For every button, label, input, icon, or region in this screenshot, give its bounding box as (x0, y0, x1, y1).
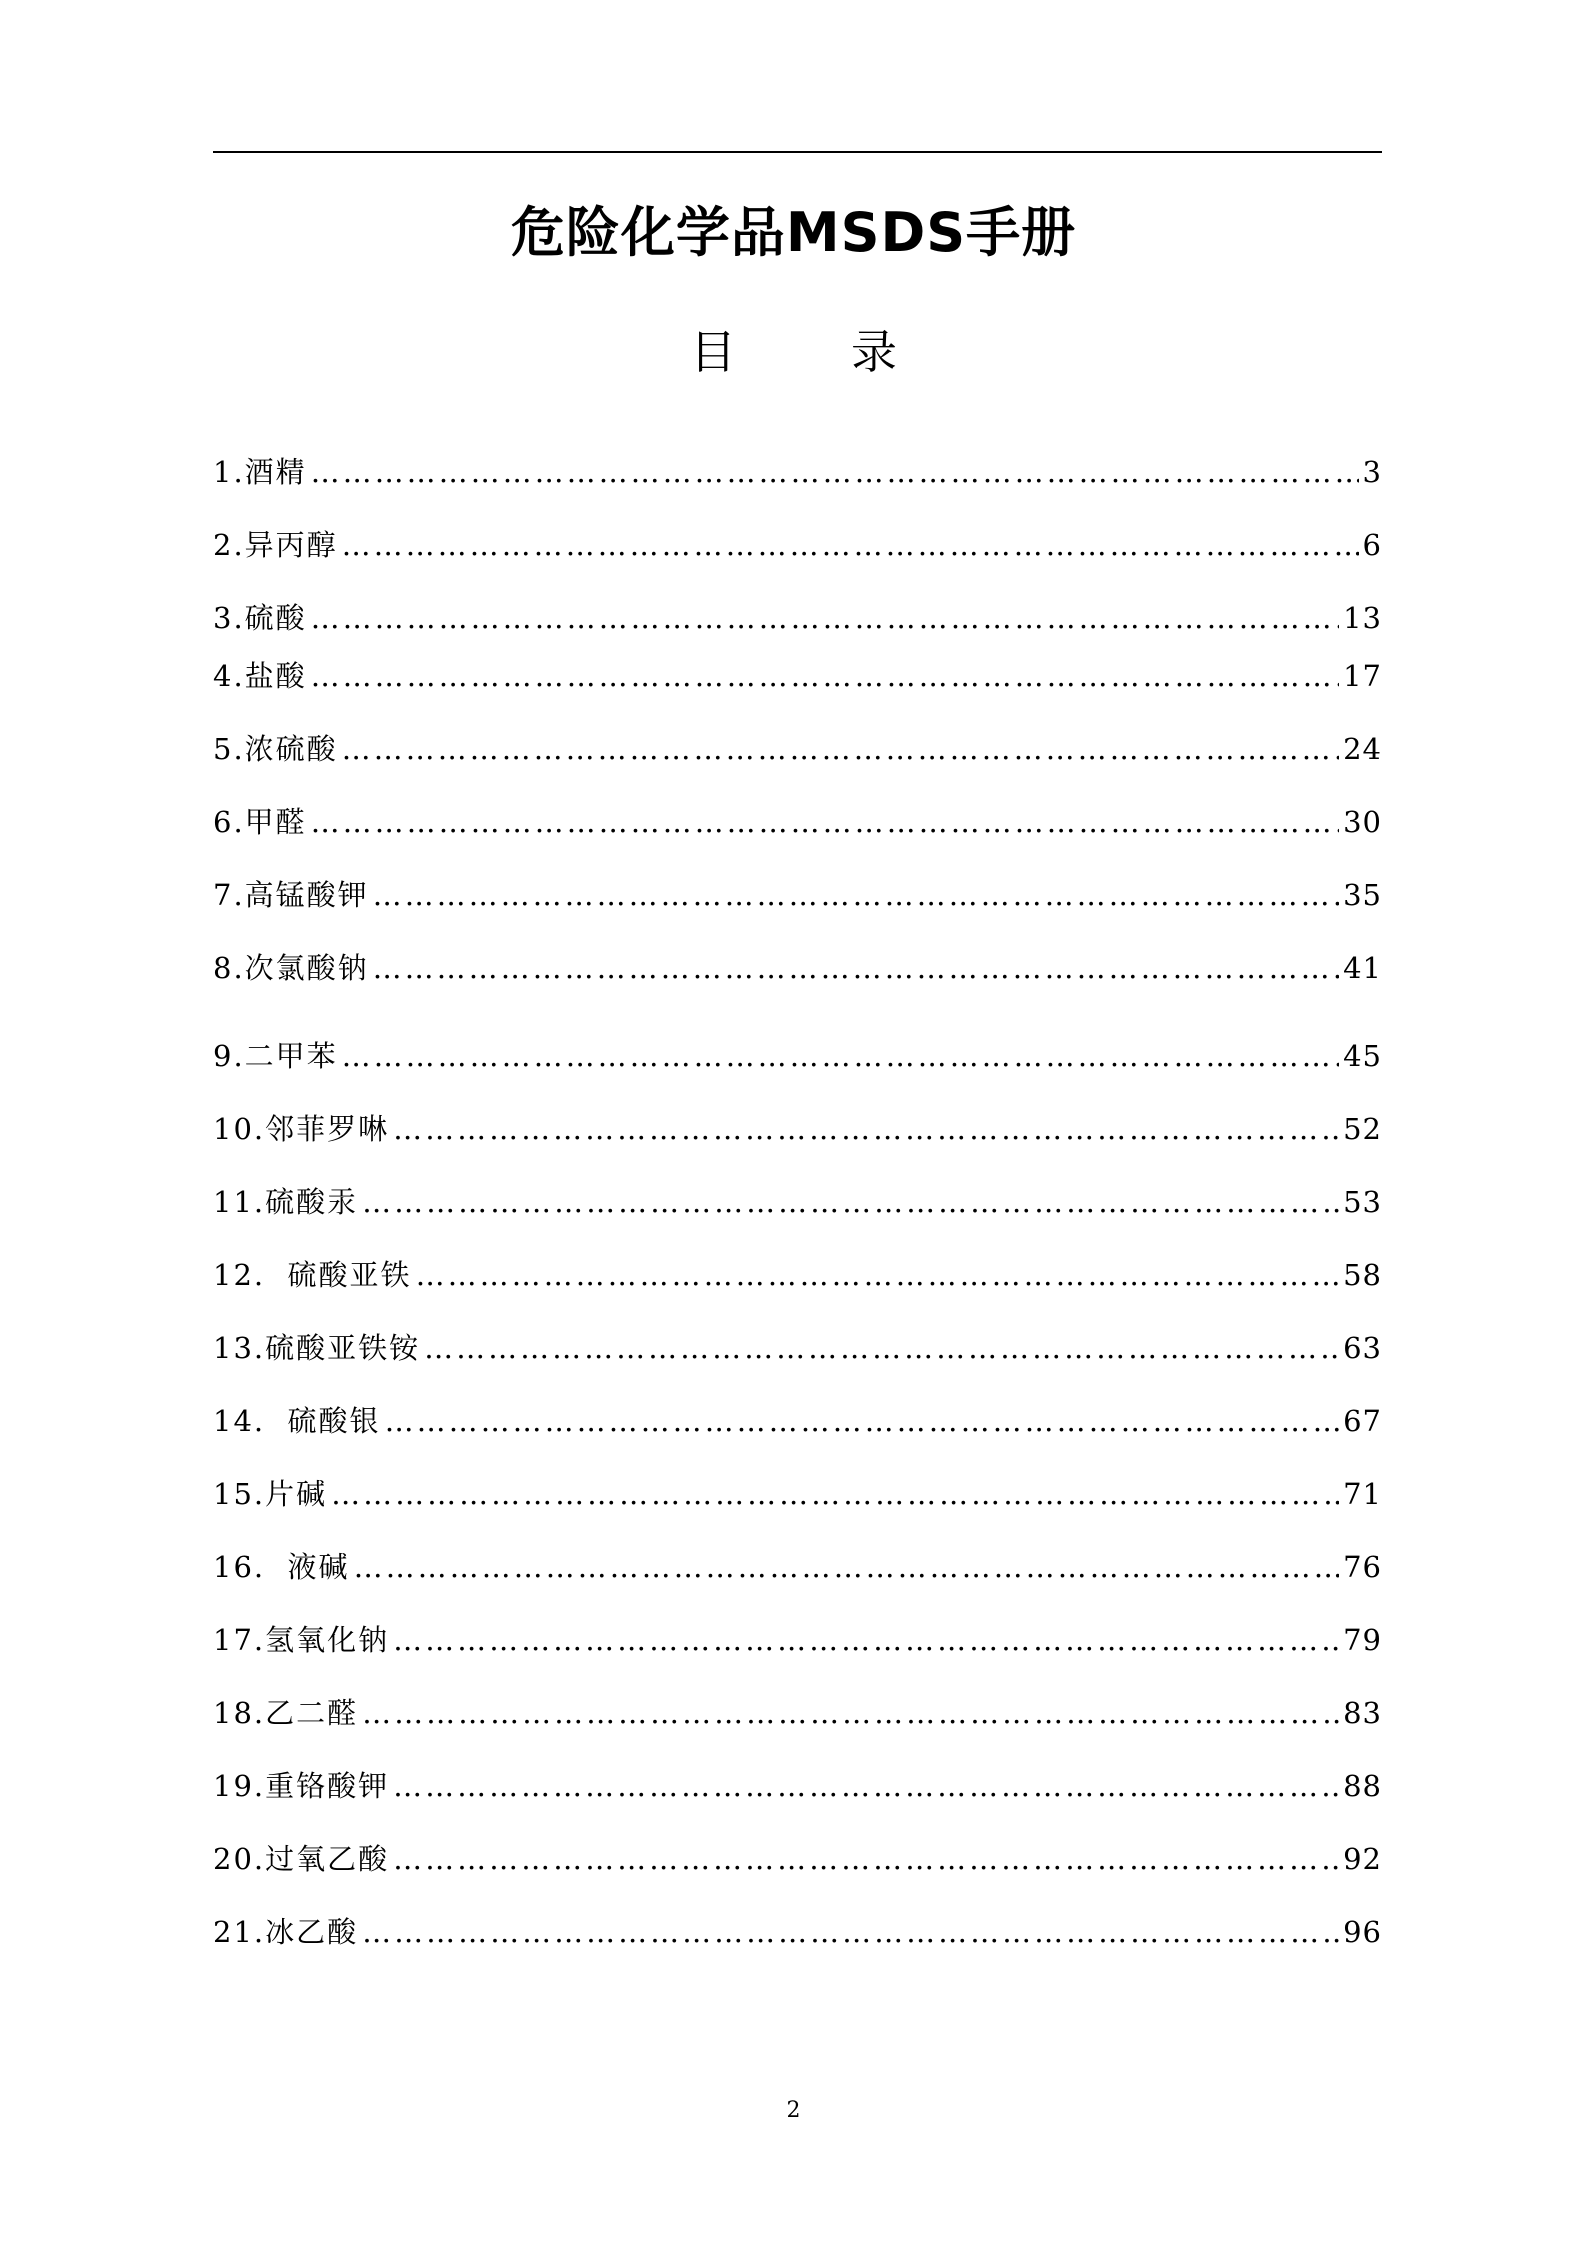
toc-entry[interactable] (213, 729, 1382, 769)
toc-entry-page: 17 (1343, 659, 1382, 693)
toc-entry[interactable] (213, 1693, 1382, 1733)
toc-entry-label: 13.硫酸亚铁铵 (213, 1331, 421, 1365)
header-rule (213, 151, 1382, 153)
toc-leader-dots (331, 1474, 1339, 1514)
toc-entry[interactable] (213, 1766, 1382, 1806)
toc-entry-label: 9.二甲苯 (213, 1039, 338, 1073)
toc-leader-dots (416, 1255, 1340, 1295)
toc-entry[interactable] (213, 1401, 1382, 1441)
toc-entry-label: 7.高锰酸钾 (213, 878, 369, 912)
toc-entry-label: 5.浓硫酸 (213, 732, 338, 766)
toc-entry[interactable] (213, 802, 1382, 842)
toc-entry-label: 3.硫酸 (213, 601, 307, 635)
toc-entry-page: 24 (1343, 732, 1382, 766)
toc-leader-dots (311, 656, 1339, 696)
toc-leader-dots (393, 1109, 1339, 1149)
toc-entry[interactable] (213, 1620, 1382, 1660)
toc-leader-dots (373, 875, 1339, 915)
toc-entry-page: 79 (1343, 1623, 1382, 1657)
toc-entry-label: 4.盐酸 (213, 659, 307, 693)
toc-entry-label: 6.甲醛 (213, 805, 307, 839)
document-title: 危险化学品MSDS手册 (510, 201, 1077, 264)
toc-leader-dots (362, 1693, 1339, 1733)
toc-entry-page: 92 (1343, 1842, 1382, 1876)
toc-entry-page: 41 (1343, 951, 1382, 985)
toc-entry-label: 15.片碱 (213, 1477, 328, 1511)
toc-entry-page: 3 (1362, 455, 1382, 489)
toc-heading (0, 322, 1587, 382)
toc-entry[interactable] (213, 1182, 1382, 1222)
toc-entry-page: 63 (1343, 1331, 1382, 1365)
toc-leader-dots (342, 1036, 1339, 1076)
toc-entry-page: 83 (1343, 1696, 1382, 1730)
toc-leader-dots (385, 1401, 1340, 1441)
toc-heading-char-2: 录 (851, 325, 897, 379)
toc-entry-label: 11.硫酸汞 (213, 1185, 359, 1219)
toc-leader-dots (311, 598, 1339, 638)
toc-entry-page: 53 (1343, 1185, 1382, 1219)
toc-entry[interactable] (213, 598, 1382, 638)
toc-entry-label: 18.乙二醛 (213, 1696, 359, 1730)
toc-entry[interactable] (213, 1328, 1382, 1368)
toc-leader-dots (354, 1547, 1340, 1587)
toc-entry-page: 96 (1343, 1915, 1382, 1949)
toc-entry[interactable] (213, 656, 1382, 696)
toc-leader-dots (424, 1328, 1339, 1368)
toc-entry-label: 12. 硫酸亚铁 (213, 1258, 412, 1292)
toc-leader-dots (342, 525, 1359, 565)
toc-entry[interactable] (213, 875, 1382, 915)
toc-entry-page: 67 (1343, 1404, 1382, 1438)
toc-entry[interactable] (213, 1255, 1382, 1295)
toc-entry[interactable] (213, 1109, 1382, 1149)
toc-leader-dots (393, 1766, 1339, 1806)
toc-entry-label: 21.冰乙酸 (213, 1915, 359, 1949)
toc-entry-label: 2.异丙醇 (213, 528, 338, 562)
toc-entry-label: 8.次氯酸钠 (213, 951, 369, 985)
toc-entry-label: 17.氢氧化钠 (213, 1623, 390, 1657)
toc-leader-dots (393, 1839, 1339, 1879)
toc-leader-dots (362, 1182, 1339, 1222)
toc-entry-page: 30 (1343, 805, 1382, 839)
toc-entry[interactable] (213, 452, 1382, 492)
toc-entry[interactable] (213, 1912, 1382, 1952)
toc-heading-char-1: 目 (690, 325, 736, 379)
toc-leader-dots (362, 1912, 1339, 1952)
toc-entry-label: 14. 硫酸银 (213, 1404, 381, 1438)
toc-leader-dots (311, 452, 1359, 492)
toc-entry-label: 19.重铬酸钾 (213, 1769, 390, 1803)
toc-entry-page: 35 (1343, 878, 1382, 912)
toc-entry-page: 6 (1362, 528, 1382, 562)
toc-entry[interactable] (213, 525, 1382, 565)
page-number: 2 (786, 2098, 801, 2123)
toc-entry[interactable] (213, 1839, 1382, 1879)
toc-entry-page: 58 (1343, 1258, 1382, 1292)
toc-entry-page: 13 (1343, 601, 1382, 635)
toc-leader-dots (393, 1620, 1339, 1660)
toc-entry-label: 10.邻菲罗啉 (213, 1112, 390, 1146)
toc-entry[interactable] (213, 1474, 1382, 1514)
toc-leader-dots (342, 729, 1339, 769)
toc-entry-label: 1.酒精 (213, 455, 307, 489)
toc-entry[interactable] (213, 948, 1382, 988)
toc-leader-dots (311, 802, 1339, 842)
toc-entry-label: 20.过氧乙酸 (213, 1842, 390, 1876)
toc-entry-page: 52 (1343, 1112, 1382, 1146)
toc-entry[interactable] (213, 1036, 1382, 1076)
toc-leader-dots (373, 948, 1339, 988)
toc-entry-label: 16. 液碱 (213, 1550, 350, 1584)
toc-entry-page: 45 (1343, 1039, 1382, 1073)
toc-entry-page: 76 (1343, 1550, 1382, 1584)
toc-entry-page: 88 (1343, 1769, 1382, 1803)
toc-entry-page: 71 (1343, 1477, 1382, 1511)
toc-entry[interactable] (213, 1547, 1382, 1587)
